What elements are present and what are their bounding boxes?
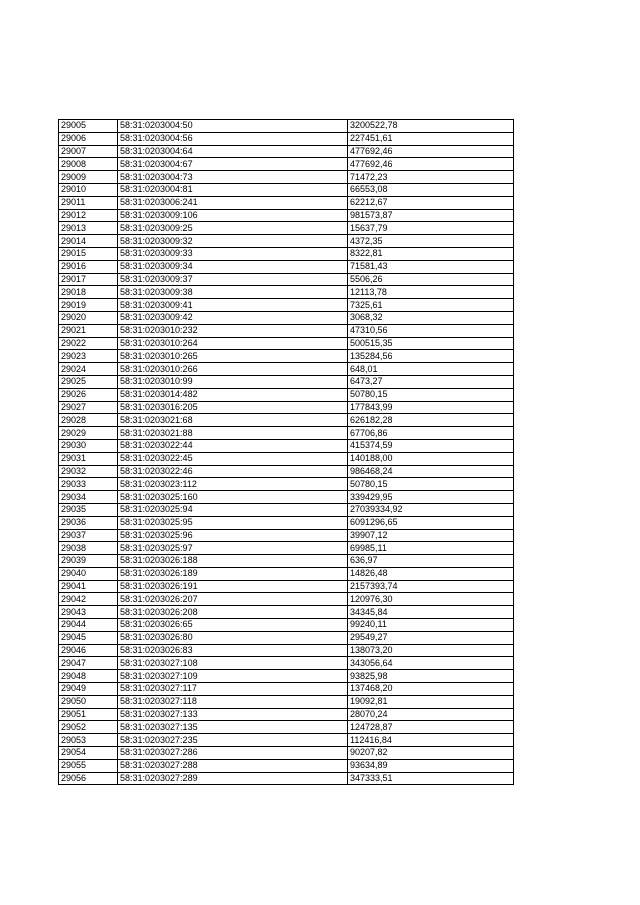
cadastral-number-cell: 58:31:0203016:205 xyxy=(118,401,348,414)
value-cell: 47310,56 xyxy=(348,324,514,337)
cadastral-number-cell: 58:31:0203009:32 xyxy=(118,235,348,248)
value-cell: 99240,11 xyxy=(348,619,514,632)
row-number-cell: 29021 xyxy=(59,324,118,337)
table-row xyxy=(59,324,514,337)
cadastral-number-cell: 58:31:0203026:83 xyxy=(118,644,348,657)
cadastral-number-cell: 58:31:0203004:64 xyxy=(118,145,348,158)
value-cell: 500515,35 xyxy=(348,337,514,350)
row-number-cell: 29024 xyxy=(59,363,118,376)
value-cell: 339429,95 xyxy=(348,491,514,504)
value-cell: 34345,84 xyxy=(348,606,514,619)
table-row xyxy=(59,695,514,708)
table-row xyxy=(59,683,514,696)
value-cell: 415374,59 xyxy=(348,439,514,452)
value-cell: 69985,11 xyxy=(348,542,514,555)
row-number-cell: 29056 xyxy=(59,772,118,785)
cadastral-number-cell: 58:31:0203004:50 xyxy=(118,120,348,133)
value-cell: 4372,35 xyxy=(348,235,514,248)
cadastral-number-cell: 58:31:0203010:265 xyxy=(118,350,348,363)
table-row xyxy=(59,708,514,721)
cadastral-number-cell: 58:31:0203004:73 xyxy=(118,171,348,184)
row-number-cell: 29013 xyxy=(59,222,118,235)
row-number-cell: 29044 xyxy=(59,619,118,632)
row-number-cell: 29048 xyxy=(59,670,118,683)
row-number-cell: 29015 xyxy=(59,247,118,260)
table-row xyxy=(59,657,514,670)
row-number-cell: 29055 xyxy=(59,759,118,772)
table-row xyxy=(59,235,514,248)
cadastral-number-cell: 58:31:0203027:108 xyxy=(118,657,348,670)
table-row xyxy=(59,158,514,171)
row-number-cell: 29032 xyxy=(59,465,118,478)
row-number-cell: 29037 xyxy=(59,529,118,542)
cadastral-number-cell: 58:31:0203004:56 xyxy=(118,132,348,145)
table-row xyxy=(59,145,514,158)
value-cell: 6473,27 xyxy=(348,375,514,388)
value-cell: 112416,84 xyxy=(348,734,514,747)
value-cell: 124728,87 xyxy=(348,721,514,734)
value-cell: 5506,26 xyxy=(348,273,514,286)
value-cell: 7325,61 xyxy=(348,299,514,312)
cadastral-number-cell: 58:31:0203027:109 xyxy=(118,670,348,683)
table-row xyxy=(59,542,514,555)
table-row xyxy=(59,567,514,580)
cadastral-number-cell: 58:31:0203025:94 xyxy=(118,503,348,516)
value-cell: 93634,89 xyxy=(348,759,514,772)
cadastral-number-cell: 58:31:0203009:106 xyxy=(118,209,348,222)
value-cell: 50780,15 xyxy=(348,388,514,401)
table-row xyxy=(59,478,514,491)
row-number-cell: 29010 xyxy=(59,183,118,196)
table-row xyxy=(59,491,514,504)
table-row xyxy=(59,465,514,478)
row-number-cell: 29040 xyxy=(59,567,118,580)
row-number-cell: 29025 xyxy=(59,375,118,388)
table-row xyxy=(59,670,514,683)
value-cell: 6091296,65 xyxy=(348,516,514,529)
cadastral-number-cell: 58:31:0203014:482 xyxy=(118,388,348,401)
table-row xyxy=(59,606,514,619)
row-number-cell: 29038 xyxy=(59,542,118,555)
table-row xyxy=(59,311,514,324)
row-number-cell: 29031 xyxy=(59,452,118,465)
row-number-cell: 29019 xyxy=(59,299,118,312)
row-number-cell: 29052 xyxy=(59,721,118,734)
table-row xyxy=(59,452,514,465)
cadastral-number-cell: 58:31:0203025:160 xyxy=(118,491,348,504)
table-row xyxy=(59,171,514,184)
cadastral-number-cell: 58:31:0203010:99 xyxy=(118,375,348,388)
value-cell: 3200522,78 xyxy=(348,120,514,133)
cadastral-number-cell: 58:31:0203022:44 xyxy=(118,439,348,452)
value-cell: 177843,99 xyxy=(348,401,514,414)
row-number-cell: 29018 xyxy=(59,286,118,299)
table-row xyxy=(59,427,514,440)
cadastral-number-cell: 58:31:0203026:65 xyxy=(118,619,348,632)
cadastral-number-cell: 58:31:0203009:42 xyxy=(118,311,348,324)
value-cell: 19092,81 xyxy=(348,695,514,708)
value-cell: 67706,86 xyxy=(348,427,514,440)
cadastral-number-cell: 58:31:0203009:41 xyxy=(118,299,348,312)
cadastral-number-cell: 58:31:0203027:289 xyxy=(118,772,348,785)
value-cell: 636,97 xyxy=(348,555,514,568)
table-row xyxy=(59,516,514,529)
value-cell: 66553,08 xyxy=(348,183,514,196)
table-row xyxy=(59,363,514,376)
table-row xyxy=(59,286,514,299)
value-cell: 347333,51 xyxy=(348,772,514,785)
value-cell: 90207,82 xyxy=(348,747,514,760)
cadastral-number-cell: 58:31:0203027:135 xyxy=(118,721,348,734)
value-cell: 8322,81 xyxy=(348,247,514,260)
cadastral-number-cell: 58:31:0203021:88 xyxy=(118,427,348,440)
row-number-cell: 29045 xyxy=(59,631,118,644)
cadastral-number-cell: 58:31:0203022:46 xyxy=(118,465,348,478)
cadastral-number-cell: 58:31:0203026:80 xyxy=(118,631,348,644)
table-row xyxy=(59,247,514,260)
row-number-cell: 29028 xyxy=(59,414,118,427)
row-number-cell: 29023 xyxy=(59,350,118,363)
row-number-cell: 29008 xyxy=(59,158,118,171)
cadastral-number-cell: 58:31:0203027:235 xyxy=(118,734,348,747)
table-row xyxy=(59,759,514,772)
row-number-cell: 29050 xyxy=(59,695,118,708)
value-cell: 648,01 xyxy=(348,363,514,376)
table-row xyxy=(59,132,514,145)
cadastral-number-cell: 58:31:0203021:68 xyxy=(118,414,348,427)
cadastral-number-cell: 58:31:0203009:33 xyxy=(118,247,348,260)
cadastral-number-cell: 58:31:0203010:266 xyxy=(118,363,348,376)
row-number-cell: 29042 xyxy=(59,593,118,606)
cadastral-number-cell: 58:31:0203026:191 xyxy=(118,580,348,593)
row-number-cell: 29006 xyxy=(59,132,118,145)
cadastral-number-cell: 58:31:0203027:288 xyxy=(118,759,348,772)
value-cell: 27039334,92 xyxy=(348,503,514,516)
cadastral-number-cell: 58:31:0203025:95 xyxy=(118,516,348,529)
value-cell: 477692,46 xyxy=(348,158,514,171)
value-cell: 12113,78 xyxy=(348,286,514,299)
table-row xyxy=(59,619,514,632)
row-number-cell: 29027 xyxy=(59,401,118,414)
row-number-cell: 29051 xyxy=(59,708,118,721)
table-row xyxy=(59,350,514,363)
value-cell: 343056,64 xyxy=(348,657,514,670)
row-number-cell: 29033 xyxy=(59,478,118,491)
cadastral-number-cell: 58:31:0203022:45 xyxy=(118,452,348,465)
value-cell: 120976,30 xyxy=(348,593,514,606)
row-number-cell: 29012 xyxy=(59,209,118,222)
cadastral-number-cell: 58:31:0203025:97 xyxy=(118,542,348,555)
row-number-cell: 29049 xyxy=(59,683,118,696)
row-number-cell: 29043 xyxy=(59,606,118,619)
value-cell: 981573,87 xyxy=(348,209,514,222)
row-number-cell: 29029 xyxy=(59,427,118,440)
cadastral-number-cell: 58:31:0203009:38 xyxy=(118,286,348,299)
row-number-cell: 29054 xyxy=(59,747,118,760)
cadastral-number-cell: 58:31:0203004:67 xyxy=(118,158,348,171)
cadastral-number-cell: 58:31:0203025:96 xyxy=(118,529,348,542)
value-cell: 986468,24 xyxy=(348,465,514,478)
table-row xyxy=(59,439,514,452)
table-row xyxy=(59,555,514,568)
row-number-cell: 29035 xyxy=(59,503,118,516)
table-row xyxy=(59,273,514,286)
value-cell: 71472,23 xyxy=(348,171,514,184)
cadastral-number-cell: 58:31:0203023:112 xyxy=(118,478,348,491)
table-row xyxy=(59,183,514,196)
row-number-cell: 29017 xyxy=(59,273,118,286)
value-cell: 135284,56 xyxy=(348,350,514,363)
cadastral-number-cell: 58:31:0203010:264 xyxy=(118,337,348,350)
table-row xyxy=(59,299,514,312)
table-row xyxy=(59,503,514,516)
row-number-cell: 29005 xyxy=(59,120,118,133)
table-body xyxy=(59,120,514,785)
table-row xyxy=(59,222,514,235)
table-row xyxy=(59,631,514,644)
cadastral-number-cell: 58:31:0203006:241 xyxy=(118,196,348,209)
cadastral-number-cell: 58:31:0203004:81 xyxy=(118,183,348,196)
value-cell: 3068,32 xyxy=(348,311,514,324)
cadastral-number-cell: 58:31:0203026:189 xyxy=(118,567,348,580)
cadastral-number-cell: 58:31:0203026:188 xyxy=(118,555,348,568)
table-row xyxy=(59,401,514,414)
value-cell: 2157393,74 xyxy=(348,580,514,593)
row-number-cell: 29014 xyxy=(59,235,118,248)
cadastral-number-cell: 58:31:0203027:133 xyxy=(118,708,348,721)
value-cell: 93825,98 xyxy=(348,670,514,683)
row-number-cell: 29007 xyxy=(59,145,118,158)
row-number-cell: 29009 xyxy=(59,171,118,184)
row-number-cell: 29053 xyxy=(59,734,118,747)
table-row xyxy=(59,375,514,388)
row-number-cell: 29047 xyxy=(59,657,118,670)
value-cell: 138073,20 xyxy=(348,644,514,657)
row-number-cell: 29030 xyxy=(59,439,118,452)
table-row xyxy=(59,593,514,606)
table-row xyxy=(59,772,514,785)
table-row xyxy=(59,721,514,734)
value-cell: 477692,46 xyxy=(348,145,514,158)
value-cell: 626182,28 xyxy=(348,414,514,427)
value-cell: 14826,48 xyxy=(348,567,514,580)
table-row xyxy=(59,414,514,427)
row-number-cell: 29020 xyxy=(59,311,118,324)
cadastral-number-cell: 58:31:0203026:207 xyxy=(118,593,348,606)
table-row xyxy=(59,209,514,222)
row-number-cell: 29039 xyxy=(59,555,118,568)
table-row xyxy=(59,196,514,209)
table-row xyxy=(59,580,514,593)
value-cell: 28070,24 xyxy=(348,708,514,721)
data-table xyxy=(58,119,514,785)
table-row xyxy=(59,747,514,760)
row-number-cell: 29036 xyxy=(59,516,118,529)
table-row xyxy=(59,388,514,401)
cadastral-number-cell: 58:31:0203027:117 xyxy=(118,683,348,696)
table-row xyxy=(59,644,514,657)
row-number-cell: 29041 xyxy=(59,580,118,593)
value-cell: 39907,12 xyxy=(348,529,514,542)
cadastral-number-cell: 58:31:0203009:34 xyxy=(118,260,348,273)
cadastral-number-cell: 58:31:0203010:232 xyxy=(118,324,348,337)
table-row xyxy=(59,260,514,273)
row-number-cell: 29011 xyxy=(59,196,118,209)
value-cell: 71581,43 xyxy=(348,260,514,273)
cadastral-number-cell: 58:31:0203009:37 xyxy=(118,273,348,286)
row-number-cell: 29026 xyxy=(59,388,118,401)
value-cell: 50780,15 xyxy=(348,478,514,491)
table-row xyxy=(59,734,514,747)
row-number-cell: 29034 xyxy=(59,491,118,504)
value-cell: 137468,20 xyxy=(348,683,514,696)
cadastral-number-cell: 58:31:0203009:25 xyxy=(118,222,348,235)
value-cell: 62212,67 xyxy=(348,196,514,209)
table-row xyxy=(59,120,514,133)
value-cell: 15637,79 xyxy=(348,222,514,235)
row-number-cell: 29022 xyxy=(59,337,118,350)
value-cell: 29549,27 xyxy=(348,631,514,644)
cadastral-number-cell: 58:31:0203027:118 xyxy=(118,695,348,708)
table-row xyxy=(59,337,514,350)
row-number-cell: 29046 xyxy=(59,644,118,657)
table-row xyxy=(59,529,514,542)
cadastral-number-cell: 58:31:0203026:208 xyxy=(118,606,348,619)
cadastral-number-cell: 58:31:0203027:286 xyxy=(118,747,348,760)
row-number-cell: 29016 xyxy=(59,260,118,273)
value-cell: 140188,00 xyxy=(348,452,514,465)
value-cell: 227451,61 xyxy=(348,132,514,145)
